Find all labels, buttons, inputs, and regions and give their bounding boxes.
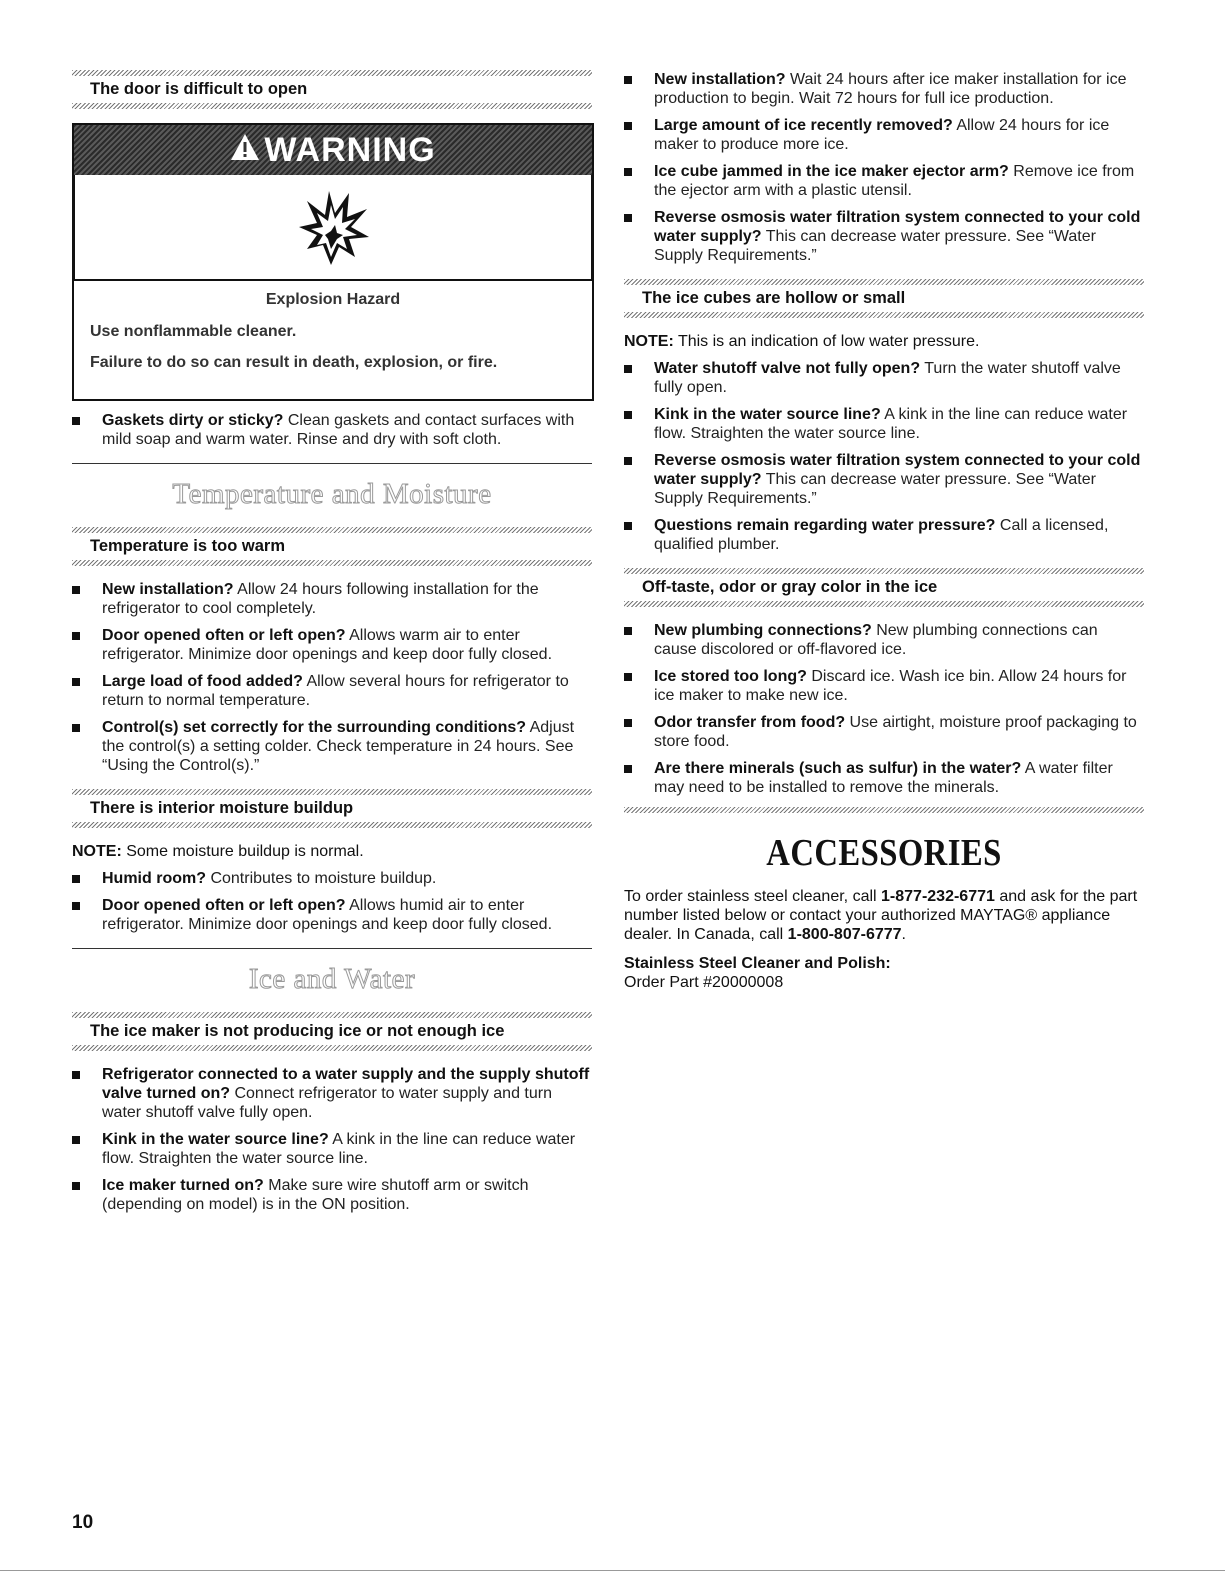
list-item: Odor transfer from food? Use airtight, moisture proof packaging to store food.	[624, 713, 1144, 751]
list-item: Gaskets dirty or sticky? Clean gaskets and contact surfaces with mild soap and warm water. Rinse and dry with soft cloth.	[72, 411, 592, 449]
list-item: Kink in the water source line? A kink in the line can reduce water flow. Straighten the water source line.	[624, 405, 1144, 443]
icemaker-list	[72, 1065, 592, 1214]
subhead-warm: Temperature is too warm	[72, 527, 592, 566]
warning-line-1: Use nonflammable cleaner.	[90, 323, 297, 340]
list-item: New installation? Wait 24 hours after ice maker installation for ice production to begin. Wait 72 hours for full ice production.	[624, 70, 1144, 108]
list-item: Kink in the water source line? A kink in the line can reduce water flow. Straighten the water source line.	[72, 1130, 592, 1168]
accessories-title: ACCESSORIES	[766, 832, 1002, 874]
bottom-rule	[0, 1570, 1225, 1571]
hollow-list	[624, 359, 1144, 554]
list-item: Water shutoff valve not fully open? Turn the water shutoff valve fully open.	[624, 359, 1144, 397]
subhead-moisture: There is interior moisture buildup	[72, 789, 592, 828]
list-item: Control(s) set correctly for the surrounding conditions? Adjust the control(s) a setting colder. Check temperature in 24 hours. See “Using the Control(s).”	[72, 718, 592, 775]
subhead-door: The door is difficult to open	[72, 70, 592, 109]
list-item: Large load of food added? Allow several hours for refrigerator to return to normal temperature.	[72, 672, 592, 710]
accessories-item	[624, 954, 1144, 992]
hollow-note: NOTE: This is an indication of low water pressure.	[624, 333, 980, 350]
warning-triangle-icon	[230, 131, 260, 170]
accessory-part: Order Part #20000008	[624, 974, 784, 991]
explosion-icon-area	[74, 175, 592, 281]
accessories-paragraph: To order stainless steel cleaner, call 1-877-232-6771 and ask for the part number listed below or contact your authorized MAYTAG® appliance dealer. In Canada, call 1-800-807-6777.	[624, 888, 1138, 943]
taste-list	[624, 621, 1144, 797]
warning-line-2: Failure to do so can result in death, explosion, or fire.	[90, 354, 498, 371]
warning-header	[74, 125, 592, 175]
explosion-icon	[293, 187, 373, 267]
list-item: Are there minerals (such as sulfur) in the water? A water filter may need to be installed to remove the minerals.	[624, 759, 1144, 797]
list-item: Door opened often or left open? Allows humid air to enter refrigerator. Minimize door openings and keep door fully closed.	[72, 896, 592, 934]
moisture-list	[72, 869, 592, 934]
subhead-taste: Off-taste, odor or gray color in the ice	[624, 568, 1144, 607]
warning-box	[72, 123, 594, 401]
list-item: Refrigerator connected to a water supply and the supply shutoff valve turned on? Connect refrigerator to water supply and turn water shutoff valve fully open.	[72, 1065, 592, 1122]
list-item: Large amount of ice recently removed? Allow 24 hours for ice maker to produce more ice.	[624, 116, 1144, 154]
list-item: Ice maker turned on? Make sure wire shutoff arm or switch (depending on model) is in the ON position.	[72, 1176, 592, 1214]
page-number: 10	[72, 1512, 94, 1533]
right-top-list	[624, 70, 1144, 265]
subhead-hollow: The ice cubes are hollow or small	[624, 279, 1144, 318]
accessory-name: Stainless Steel Cleaner and Polish:	[624, 955, 891, 972]
warning-title: WARNING	[264, 130, 436, 169]
phone-canada: 1-800-807-6777	[787, 926, 902, 943]
warning-body	[74, 281, 592, 399]
section-title-ice: Ice and Water	[248, 963, 416, 995]
list-item: Door opened often or left open? Allows warm air to enter refrigerator. Minimize door openings and keep door fully closed.	[72, 626, 592, 664]
warm-list	[72, 580, 592, 775]
list-item: Ice cube jammed in the ice maker ejector arm? Remove ice from the ejector arm with a plastic utensil.	[624, 162, 1144, 200]
section-title-temperature: Temperature and Moisture	[172, 478, 492, 510]
left-column	[72, 70, 592, 1222]
list-item: New installation? Allow 24 hours following installation for the refrigerator to cool completely.	[72, 580, 592, 618]
list-item: Questions remain regarding water pressure? Call a licensed, qualified plumber.	[624, 516, 1144, 554]
list-item: Humid room? Contributes to moisture buildup.	[72, 869, 592, 888]
list-item: Reverse osmosis water filtration system connected to your cold water supply? This can decrease water pressure. See “Water Supply Requirements.”	[624, 451, 1144, 508]
list-item: Ice stored too long? Discard ice. Wash ice bin. Allow 24 hours for ice maker to make new ice.	[624, 667, 1144, 705]
moisture-note: NOTE: Some moisture buildup is normal.	[72, 843, 364, 860]
subhead-icemaker: The ice maker is not producing ice or not enough ice	[72, 1012, 592, 1051]
phone-us: 1-877-232-6771	[881, 888, 995, 905]
warning-hazard: Explosion Hazard	[265, 291, 401, 308]
list-item: Reverse osmosis water filtration system connected to your cold water supply? This can decrease water pressure. See “Water Supply Requirements.”	[624, 208, 1144, 265]
right-column	[624, 70, 1144, 1000]
list-item: New plumbing connections? New plumbing connections can cause discolored or off-flavored ice.	[624, 621, 1144, 659]
door-list	[72, 411, 592, 449]
